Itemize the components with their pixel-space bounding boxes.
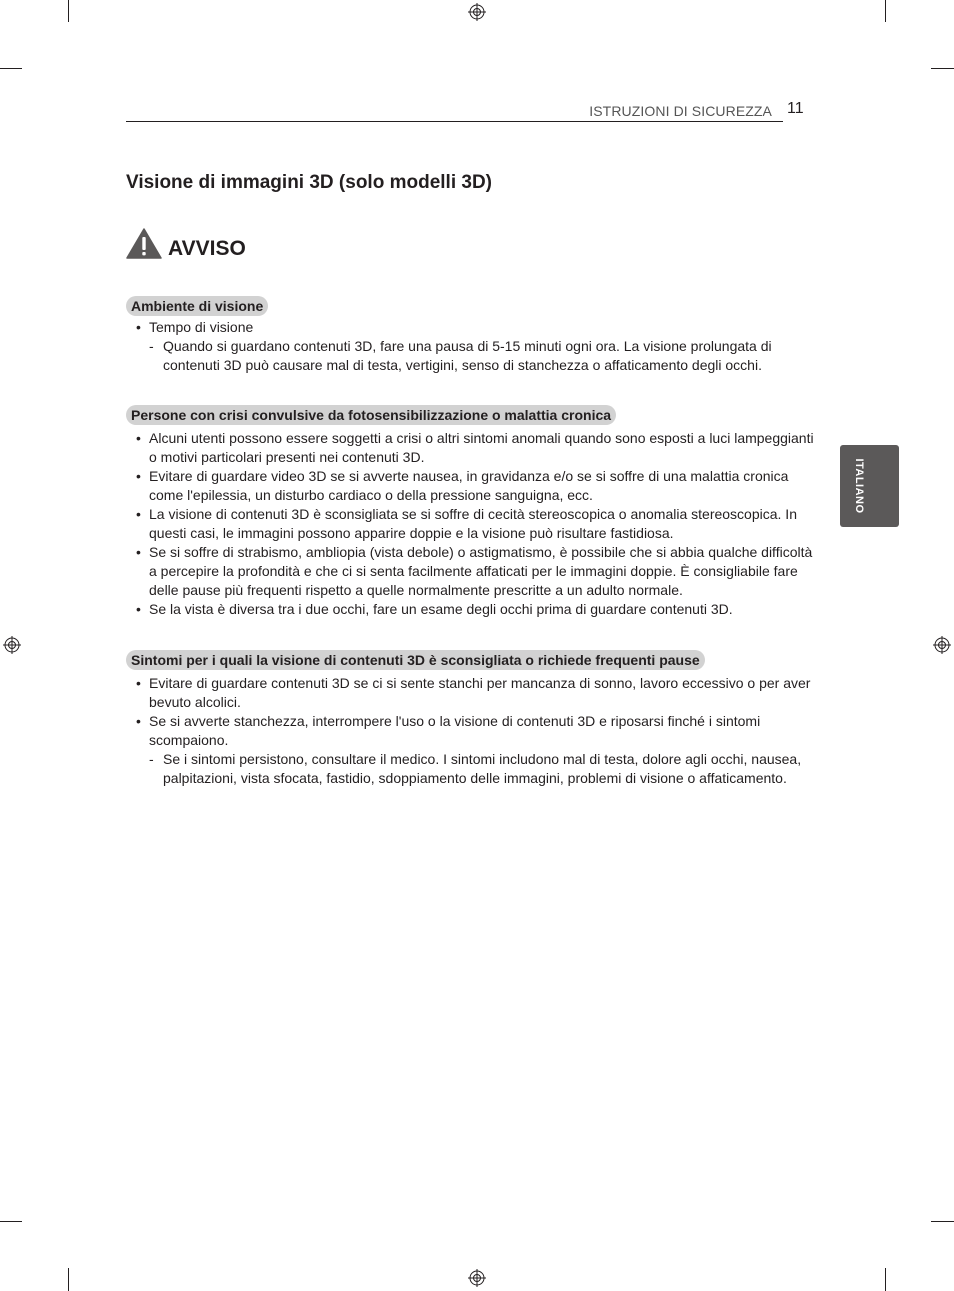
section-heading: Ambiente di visione [126, 296, 268, 316]
section-heading: Persone con crisi convulsive da fotosensibilizzazione o malattia cronica [126, 405, 616, 425]
bullet: • [136, 544, 141, 560]
language-tab [840, 445, 899, 527]
sub-list-item-text: Quando si guardano contenuti 3D, fare una pausa di 5-15 minuti ogni ora. La visione prolungata di contenuti 3D può causare mal di testa, vertigini, senso di stanchezza o affaticamento degli occhi. [163, 338, 772, 373]
crop-mark [68, 0, 69, 22]
list-item-text: Alcuni utenti possono essere soggetti a crisi o altri sintomi anomali quando sono esposti a luci lampeggianti o motivi particolari presenti nei contenuti 3D. [149, 430, 814, 465]
bullet: • [136, 319, 141, 335]
list-item [126, 429, 816, 467]
crop-mark [885, 0, 886, 22]
list-item-text: La visione di contenuti 3D è sconsigliata se si soffre di cecità stereoscopica o anomalia stereoscopica. In questi casi, le immagini possono apparire doppie e la visione può risultare fastidiosa. [149, 506, 797, 541]
list-item [126, 543, 816, 600]
page-title: Visione di immagini 3D (solo modelli 3D) [126, 172, 492, 193]
sub-list-item [126, 337, 816, 375]
bullet: • [136, 713, 141, 729]
bullet: • [136, 468, 141, 484]
crop-mark [0, 68, 22, 69]
crop-mark [931, 68, 954, 69]
section-list [126, 674, 816, 788]
registration-mark-icon [468, 3, 486, 21]
bullet: • [136, 675, 141, 691]
list-item [126, 600, 816, 619]
list-item [126, 712, 816, 750]
list-item [126, 467, 816, 505]
section-list [126, 429, 816, 619]
header-divider [126, 121, 783, 122]
registration-mark-icon [3, 636, 21, 654]
section-list [126, 318, 816, 375]
registration-mark-icon [933, 636, 951, 654]
list-item-text: Se si avverte stanchezza, interrompere l'uso o la visione di contenuti 3D e riposarsi finché i sintomi scompaiono. [149, 713, 761, 748]
bullet: • [136, 601, 141, 617]
page-number: 11 [787, 100, 804, 117]
list-item-text: Evitare di guardare video 3D se si avverte nausea, in gravidanza e/o se si soffre di una malattia cronica come l'epilessia, un disturbo cardiaco o della pressione sanguigna, ecc. [149, 468, 789, 503]
list-item-text: Evitare di guardare contenuti 3D se ci si sente stanchi per mancanza di sonno, lavoro eccessivo o per aver bevuto alcolici. [149, 675, 811, 710]
warning-triangle-icon [126, 228, 162, 259]
crop-mark [0, 1221, 22, 1222]
crop-mark [885, 1268, 886, 1291]
list-item-text: Se si soffre di strabismo, ambliopia (vista debole) o astigmatismo, è possibile che si abbia qualche difficoltà a percepire la profondità e che ci si senta facilmente affaticati per le immagini doppie. È consigliabile fare delle pause più frequenti rispetto a quelle normalmente prescritte a un adulto normale. [149, 544, 813, 598]
list-item [126, 318, 816, 337]
bullet: • [136, 430, 141, 446]
registration-mark-icon [468, 1269, 486, 1287]
sub-list-item [126, 750, 816, 788]
sub-list-item-text: Se i sintomi persistono, consultare il medico. I sintomi includono mal di testa, dolore agli occhi, nausea, palpitazioni, vista sfocata, fastidio, sdoppiamento delle immagini, problemi di visione o affaticamento. [163, 751, 802, 786]
warning-label: AVVISO [168, 237, 246, 260]
dash: - [149, 751, 154, 767]
bullet: • [136, 506, 141, 522]
crop-mark [931, 1221, 954, 1222]
language-tab-label: ITALIANO [853, 458, 865, 514]
running-header: ISTRUZIONI DI SICUREZZA [589, 103, 772, 119]
list-item-text: Tempo di visione [149, 319, 254, 335]
list-item [126, 505, 816, 543]
crop-mark [68, 1268, 69, 1291]
list-item [126, 674, 816, 712]
list-item-text: Se la vista è diversa tra i due occhi, fare un esame degli occhi prima di guardare contenuti 3D. [149, 601, 733, 617]
section-heading: Sintomi per i quali la visione di contenuti 3D è sconsigliata o richiede frequenti pause [126, 650, 705, 670]
dash: - [149, 338, 154, 354]
